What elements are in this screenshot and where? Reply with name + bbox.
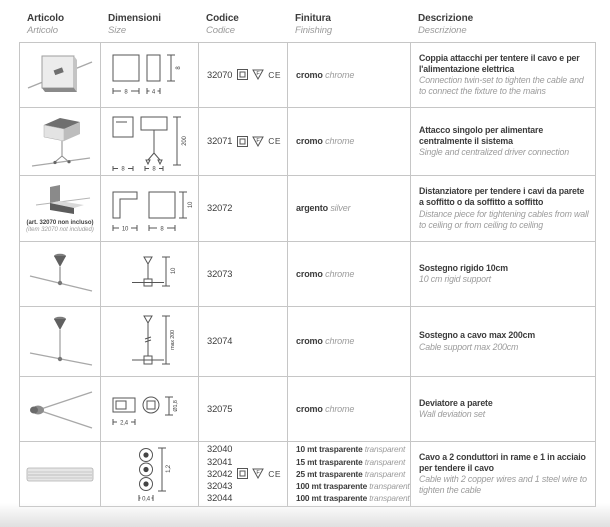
finish-value: 10 mt trasparente transparent — [296, 444, 406, 455]
f-mark-icon — [252, 69, 264, 80]
product-code: 32072 — [207, 203, 233, 214]
svg-text:8: 8 — [151, 166, 156, 171]
wall-deviator-image — [24, 386, 96, 432]
finish-cell — [288, 442, 411, 506]
product-image-cell — [20, 307, 101, 376]
product-table — [19, 42, 596, 507]
finish-value: cromo chrome — [296, 336, 355, 347]
ce-mark-icon: CE — [268, 136, 281, 147]
product-code: 32075 — [207, 403, 233, 414]
col-header-descrizione: Descrizione Descrizione — [418, 13, 474, 36]
description-en: Cable support max 200cm — [419, 341, 519, 352]
svg-text:8: 8 — [123, 89, 128, 96]
product-image-cell — [20, 442, 101, 506]
description-it: Distanziatore per tendere i cavi da parete a soffitto o da soffitto a soffitto — [419, 186, 585, 208]
certification-icons — [237, 468, 281, 479]
product-image-cell — [20, 176, 101, 241]
product-code: 32073 — [207, 268, 233, 279]
cable-support-image — [24, 312, 96, 372]
table-header — [19, 13, 594, 36]
class-ii-icon — [237, 136, 248, 147]
code-cell — [199, 242, 288, 306]
code-cell — [199, 176, 288, 241]
ce-mark-icon: CE — [268, 69, 281, 80]
svg-text:2,4: 2,4 — [119, 420, 128, 427]
product-image-cell — [20, 242, 101, 306]
svg-text:F: F — [256, 470, 260, 477]
finish-value: cromo chrome — [296, 69, 355, 80]
certification-icons — [237, 69, 281, 80]
description-cell — [411, 442, 595, 506]
finish-cell — [288, 176, 411, 241]
product-code: 32041 — [207, 456, 233, 467]
dimension-diagram-cell — [101, 43, 199, 107]
code-cell — [199, 307, 288, 376]
finish-value: cromo chrome — [296, 403, 355, 414]
product-code: 32043 — [207, 481, 233, 492]
page-bottom-shadow — [0, 503, 610, 527]
ceiling-driver-image — [24, 111, 96, 173]
certification-icons — [237, 136, 281, 147]
description-en: Wall deviation set — [419, 409, 486, 419]
svg-text:Ø1,8: Ø1,8 — [172, 400, 179, 412]
product-code: 32044 — [207, 493, 233, 504]
product-image-cell — [20, 43, 101, 107]
product-image-cell — [20, 108, 101, 175]
svg-text:10: 10 — [121, 225, 128, 232]
code-cell — [199, 43, 288, 107]
code-cell — [199, 108, 288, 175]
svg-text:8: 8 — [159, 225, 164, 232]
finish-value: 100 mt trasparente transparent — [296, 481, 410, 492]
description-cell — [411, 176, 595, 241]
product-code: 32071 — [207, 136, 233, 147]
description-it: Sostegno rigido 10cm — [419, 262, 508, 273]
description-en: Connection twin-set to tighten the cable and to connect the fixture to the mains — [419, 75, 584, 97]
finish-cell — [288, 108, 411, 175]
svg-text:200: 200 — [181, 135, 188, 146]
dimension-diagram — [120, 251, 180, 297]
svg-text:max 200: max 200 — [169, 329, 176, 350]
description-cell — [411, 242, 595, 306]
description-cell — [411, 43, 595, 107]
table-row — [20, 242, 595, 307]
product-code: 32074 — [207, 336, 233, 347]
col-header-codice: Codice Codice — [206, 13, 239, 36]
description-cell — [411, 307, 595, 376]
dimension-diagram — [105, 113, 195, 171]
svg-text:10: 10 — [170, 267, 177, 275]
svg-text:F: F — [256, 71, 260, 78]
f-mark-icon — [252, 136, 264, 147]
product-code: 32040 — [207, 444, 233, 455]
table-row — [20, 442, 595, 506]
dimension-diagram — [105, 184, 195, 234]
table-row — [20, 108, 595, 176]
finish-value: cromo chrome — [296, 268, 355, 279]
dimension-diagram-cell — [101, 442, 199, 506]
svg-text:0,4: 0,4 — [141, 496, 150, 503]
rigid-support-image — [24, 249, 96, 299]
finish-cell — [288, 307, 411, 376]
finish-value: 25 mt trasparente transparent — [296, 468, 406, 479]
product-code-list — [207, 443, 232, 504]
svg-text:10: 10 — [187, 201, 194, 208]
product-code: 32042 — [207, 468, 233, 479]
svg-text:1,2: 1,2 — [165, 465, 172, 473]
dimension-diagram-cell — [101, 377, 199, 441]
svg-text:4: 4 — [151, 89, 155, 96]
description-en: Single and centralized driver connection — [419, 147, 569, 158]
table-row — [20, 307, 595, 377]
code-cell — [199, 377, 288, 441]
product-image-cell — [20, 377, 101, 441]
dimension-diagram — [120, 443, 180, 505]
description-cell — [411, 108, 595, 175]
f-mark-icon — [252, 468, 264, 479]
ce-mark-icon: CE — [268, 468, 281, 479]
dimension-diagram — [105, 386, 195, 432]
svg-text:8: 8 — [175, 66, 182, 70]
svg-text:F: F — [256, 137, 260, 144]
table-row — [20, 377, 595, 442]
description-en: 10 cm rigid support — [419, 274, 491, 284]
product-code: 32070 — [207, 69, 233, 80]
distance-piece-image — [24, 183, 96, 219]
finish-value: 100 mt trasparente transparent — [296, 493, 410, 504]
finish-cell — [288, 242, 411, 306]
finish-value: 15 mt trasparente transparent — [296, 456, 406, 467]
dimension-diagram-cell — [101, 242, 199, 306]
finish-cell — [288, 43, 411, 107]
finish-cell — [288, 377, 411, 441]
finish-value: argento silver — [296, 203, 351, 214]
class-ii-icon — [237, 468, 248, 479]
description-en: Distance piece for tightening cables from wall to ceiling or from ceiling to ceiling — [419, 208, 589, 230]
flat-cable-image — [24, 463, 96, 485]
col-header-finitura: Finitura Finishing — [295, 13, 333, 36]
code-cell — [199, 442, 288, 506]
description-it: Coppia attacchi per tentere il cavo e per l'alimentazione elettrica — [419, 52, 580, 74]
dimension-diagram — [120, 312, 180, 372]
description-it: Sostegno a cavo max 200cm — [419, 330, 536, 341]
description-cell — [411, 377, 595, 441]
image-note: (art. 32070 non incluso) (item 32070 not included) — [26, 219, 94, 233]
description-it: Attacco singolo per alimentare centralmente il sistema — [419, 124, 544, 146]
wall-twinset-image — [24, 46, 96, 104]
dimension-diagram-cell — [101, 307, 199, 376]
dimension-diagram — [105, 49, 195, 101]
col-header-articolo: Articolo Articolo — [27, 13, 64, 36]
col-header-dimensioni: Dimensioni Size — [108, 13, 161, 36]
table-row — [20, 43, 595, 108]
dimension-diagram-cell — [101, 176, 199, 241]
table-row — [20, 176, 595, 242]
class-ii-icon — [237, 69, 248, 80]
svg-text:8: 8 — [120, 166, 125, 171]
description-en: Cable with 2 copper wires and 1 steel wire to tighten the cable — [419, 474, 587, 496]
finish-value: cromo chrome — [296, 136, 355, 147]
description-it: Cavo a 2 conduttori in rame e 1 in acciaio per tendere il cavo — [419, 451, 586, 473]
dimension-diagram-cell — [101, 108, 199, 175]
description-it: Deviatore a parete — [419, 397, 493, 408]
